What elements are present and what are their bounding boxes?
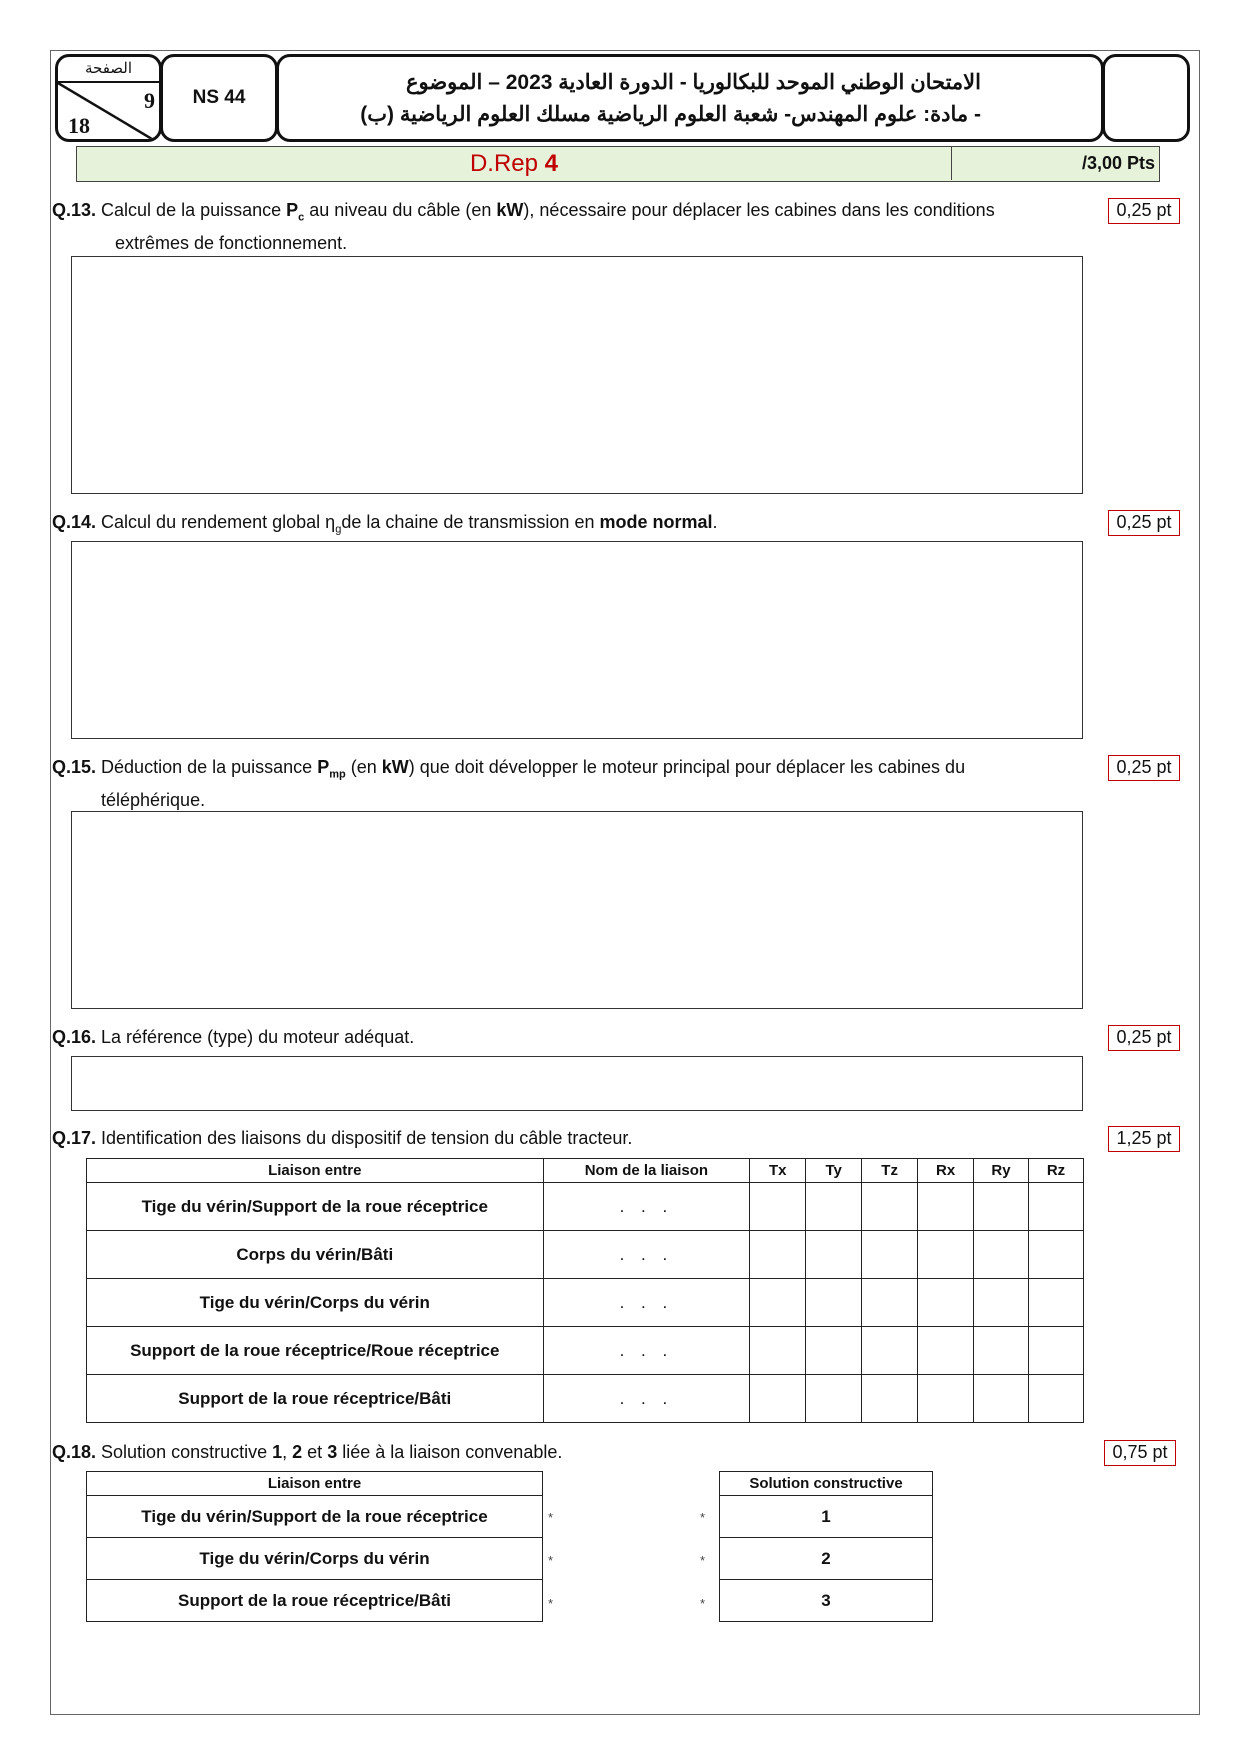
liaison-cell: Tige du vérin/Support de la roue réceptrice	[87, 1183, 544, 1231]
solution-number: 2	[292, 1442, 303, 1462]
table-row	[87, 1538, 543, 1580]
dof-cell-tz[interactable]	[862, 1231, 918, 1279]
question-15	[52, 755, 1092, 813]
dof-cell-ry[interactable]	[974, 1183, 1029, 1231]
question-18	[52, 1440, 562, 1465]
question-text-continued: extrêmes de fonctionnement.	[115, 232, 348, 253]
connector-dot-right[interactable]: *	[700, 1596, 706, 1611]
dof-cell-rx[interactable]	[918, 1279, 974, 1327]
question-number: Q.15.	[52, 757, 97, 777]
liaison-cell: Support de la roue réceptrice/Roue réceptrice	[87, 1327, 544, 1375]
question-text-continued: téléphérique.	[101, 789, 206, 810]
liaison-cell: Support de la roue réceptrice/Bâti	[87, 1375, 544, 1423]
section-title-number: 4	[544, 150, 559, 177]
col-header: Tx	[750, 1159, 806, 1183]
table-row	[720, 1496, 933, 1538]
unit: kW	[496, 200, 524, 220]
liaison-name-cell[interactable]: . . .	[543, 1279, 750, 1327]
connector-dot-right[interactable]: *	[700, 1510, 706, 1525]
dof-cell-rx[interactable]	[918, 1231, 974, 1279]
question-text: La référence (type) du moteur adéquat.	[96, 1027, 415, 1047]
blank-header-box	[1102, 54, 1190, 142]
unit: kW	[381, 757, 409, 777]
table-row	[87, 1279, 1084, 1327]
col-header: Tz	[862, 1159, 918, 1183]
dof-cell-rz[interactable]	[1028, 1231, 1083, 1279]
question-text: .	[712, 512, 718, 532]
dof-cell-tx[interactable]	[750, 1231, 806, 1279]
variable-pmp: $P_{mp}$	[317, 757, 346, 781]
question-number: Q.13.	[52, 200, 97, 220]
dof-cell-ty[interactable]	[806, 1183, 862, 1231]
answer-box-q13[interactable]	[71, 256, 1083, 494]
question-13	[52, 198, 1092, 256]
exam-title-line1: الامتحان الوطني الموحد للبكالوريا - الدورة العادية 2023 – الموضوع	[405, 71, 981, 94]
variable-pc: $P_c$	[286, 200, 305, 224]
question-text: ) que doit développer le moteur principal pour déplacer les cabines du	[408, 757, 966, 777]
table-row	[87, 1496, 543, 1538]
table-header-row	[87, 1472, 543, 1496]
connector-dot-left[interactable]: *	[548, 1596, 554, 1611]
col-header: Ty	[806, 1159, 862, 1183]
section-points: /3,00 Pts	[1081, 153, 1155, 173]
separator: et	[302, 1442, 328, 1462]
col-header: Solution constructive	[720, 1472, 933, 1496]
question-text: au niveau du câble (en	[304, 200, 497, 220]
variable-eta-g: $\eta_g$	[325, 512, 342, 536]
page-current: 9	[144, 88, 155, 113]
dof-cell-rx[interactable]	[918, 1375, 974, 1423]
dof-cell-tz[interactable]	[862, 1279, 918, 1327]
dof-cell-ty[interactable]	[806, 1279, 862, 1327]
question-text: (en	[345, 757, 382, 777]
answer-box-q16[interactable]	[71, 1056, 1083, 1111]
page-total: 18	[68, 113, 90, 138]
points-badge: 0,75 pt	[1104, 1440, 1176, 1466]
table-row	[87, 1183, 1084, 1231]
dof-cell-rz[interactable]	[1028, 1279, 1083, 1327]
answer-box-q15[interactable]	[71, 811, 1083, 1009]
dof-cell-tz[interactable]	[862, 1183, 918, 1231]
connector-dot-left[interactable]: *	[548, 1510, 554, 1525]
liaison-match-table	[86, 1471, 543, 1622]
table-row	[720, 1580, 933, 1622]
exam-title-box	[276, 54, 1104, 142]
solution-number: 1	[272, 1442, 283, 1462]
dof-cell-ry[interactable]	[974, 1279, 1029, 1327]
exam-code-box	[160, 54, 278, 142]
solution-cell: 1	[720, 1496, 933, 1538]
table-header-row	[87, 1159, 1084, 1183]
dof-cell-tz[interactable]	[862, 1375, 918, 1423]
dof-cell-ry[interactable]	[974, 1375, 1029, 1423]
solution-cell: 3	[720, 1580, 933, 1622]
question-text: Solution constructive	[96, 1442, 273, 1462]
liaison-name-cell[interactable]: . . .	[543, 1375, 750, 1423]
col-header: Ry	[974, 1159, 1029, 1183]
col-header: Liaison entre	[87, 1159, 544, 1183]
section-bar	[76, 146, 1160, 182]
question-text: Identification des liaisons du dispositif de tension du câble tracteur.	[96, 1128, 633, 1148]
liaison-cell: Tige du vérin/Corps du vérin	[87, 1279, 544, 1327]
liaison-table	[86, 1158, 1084, 1423]
liaison-cell: Tige du vérin/Support de la roue réceptrice	[87, 1496, 543, 1538]
points-badge: 0,25 pt	[1108, 755, 1180, 781]
question-number: Q.14.	[52, 512, 97, 532]
table-row	[87, 1375, 1084, 1423]
dof-cell-rz[interactable]	[1028, 1327, 1083, 1375]
dof-cell-tx[interactable]	[750, 1183, 806, 1231]
dof-cell-tz[interactable]	[862, 1327, 918, 1375]
question-text: Déduction de la puissance	[96, 757, 318, 777]
separator: ,	[282, 1442, 293, 1462]
connector-dot-right[interactable]: *	[700, 1553, 706, 1568]
bold-term: mode normal	[599, 512, 713, 532]
dof-cell-ry[interactable]	[974, 1231, 1029, 1279]
points-badge: 0,25 pt	[1108, 510, 1180, 536]
liaison-cell: Support de la roue réceptrice/Bâti	[87, 1580, 543, 1622]
liaison-cell: Corps du vérin/Bâti	[87, 1231, 544, 1279]
page-number-box	[55, 54, 162, 142]
dof-cell-rz[interactable]	[1028, 1183, 1083, 1231]
question-text: de la chaine de transmission en	[341, 512, 600, 532]
question-16	[52, 1025, 414, 1050]
dof-cell-tx[interactable]	[750, 1327, 806, 1375]
answer-box-q14[interactable]	[71, 541, 1083, 739]
col-header: Rz	[1028, 1159, 1083, 1183]
section-title	[77, 147, 952, 180]
table-row	[87, 1327, 1084, 1375]
page-label: الصفحة	[58, 57, 159, 83]
dof-cell-ty[interactable]	[806, 1327, 862, 1375]
dof-cell-ty[interactable]	[806, 1375, 862, 1423]
dof-cell-ry[interactable]	[974, 1327, 1029, 1375]
exam-title-line2: - مادة: علوم المهندس- شعبة العلوم الرياضية مسلك العلوم الرياضية (ب)	[360, 103, 981, 126]
liaison-name-cell[interactable]: . . .	[543, 1231, 750, 1279]
dof-cell-ty[interactable]	[806, 1231, 862, 1279]
connector-dot-left[interactable]: *	[548, 1553, 554, 1568]
table-row	[87, 1580, 543, 1622]
question-number: Q.16.	[52, 1027, 97, 1047]
dof-cell-rx[interactable]	[918, 1327, 974, 1375]
points-badge: 1,25 pt	[1108, 1126, 1180, 1152]
exam-code: NS 44	[192, 87, 246, 108]
col-header: Rx	[918, 1159, 974, 1183]
dof-cell-tx[interactable]	[750, 1375, 806, 1423]
question-text: liée à la liaison convenable.	[337, 1442, 563, 1462]
question-text: Calcul du rendement global	[96, 512, 326, 532]
question-text: ), nécessaire pour déplacer les cabines dans les conditions	[523, 200, 995, 220]
solution-number: 3	[327, 1442, 338, 1462]
dof-cell-rz[interactable]	[1028, 1375, 1083, 1423]
question-number: Q.18.	[52, 1442, 97, 1462]
table-row	[87, 1231, 1084, 1279]
table-header-row	[720, 1472, 933, 1496]
dof-cell-rx[interactable]	[918, 1183, 974, 1231]
question-17	[52, 1126, 632, 1151]
points-badge: 0,25 pt	[1108, 198, 1180, 224]
question-number: Q.17.	[52, 1128, 97, 1148]
col-header: Nom de la liaison	[543, 1159, 750, 1183]
dof-cell-tx[interactable]	[750, 1279, 806, 1327]
section-title-prefix: D.Rep	[469, 150, 545, 177]
liaison-cell: Tige du vérin/Corps du vérin	[87, 1538, 543, 1580]
solution-table	[719, 1471, 933, 1622]
table-row	[720, 1538, 933, 1580]
col-header: Liaison entre	[87, 1472, 543, 1496]
liaison-name-cell[interactable]: . . .	[543, 1327, 750, 1375]
liaison-name-cell[interactable]: . . .	[543, 1183, 750, 1231]
question-14	[52, 510, 718, 543]
question-text: Calcul de la puissance	[96, 200, 287, 220]
solution-cell: 2	[720, 1538, 933, 1580]
points-badge: 0,25 pt	[1108, 1025, 1180, 1051]
